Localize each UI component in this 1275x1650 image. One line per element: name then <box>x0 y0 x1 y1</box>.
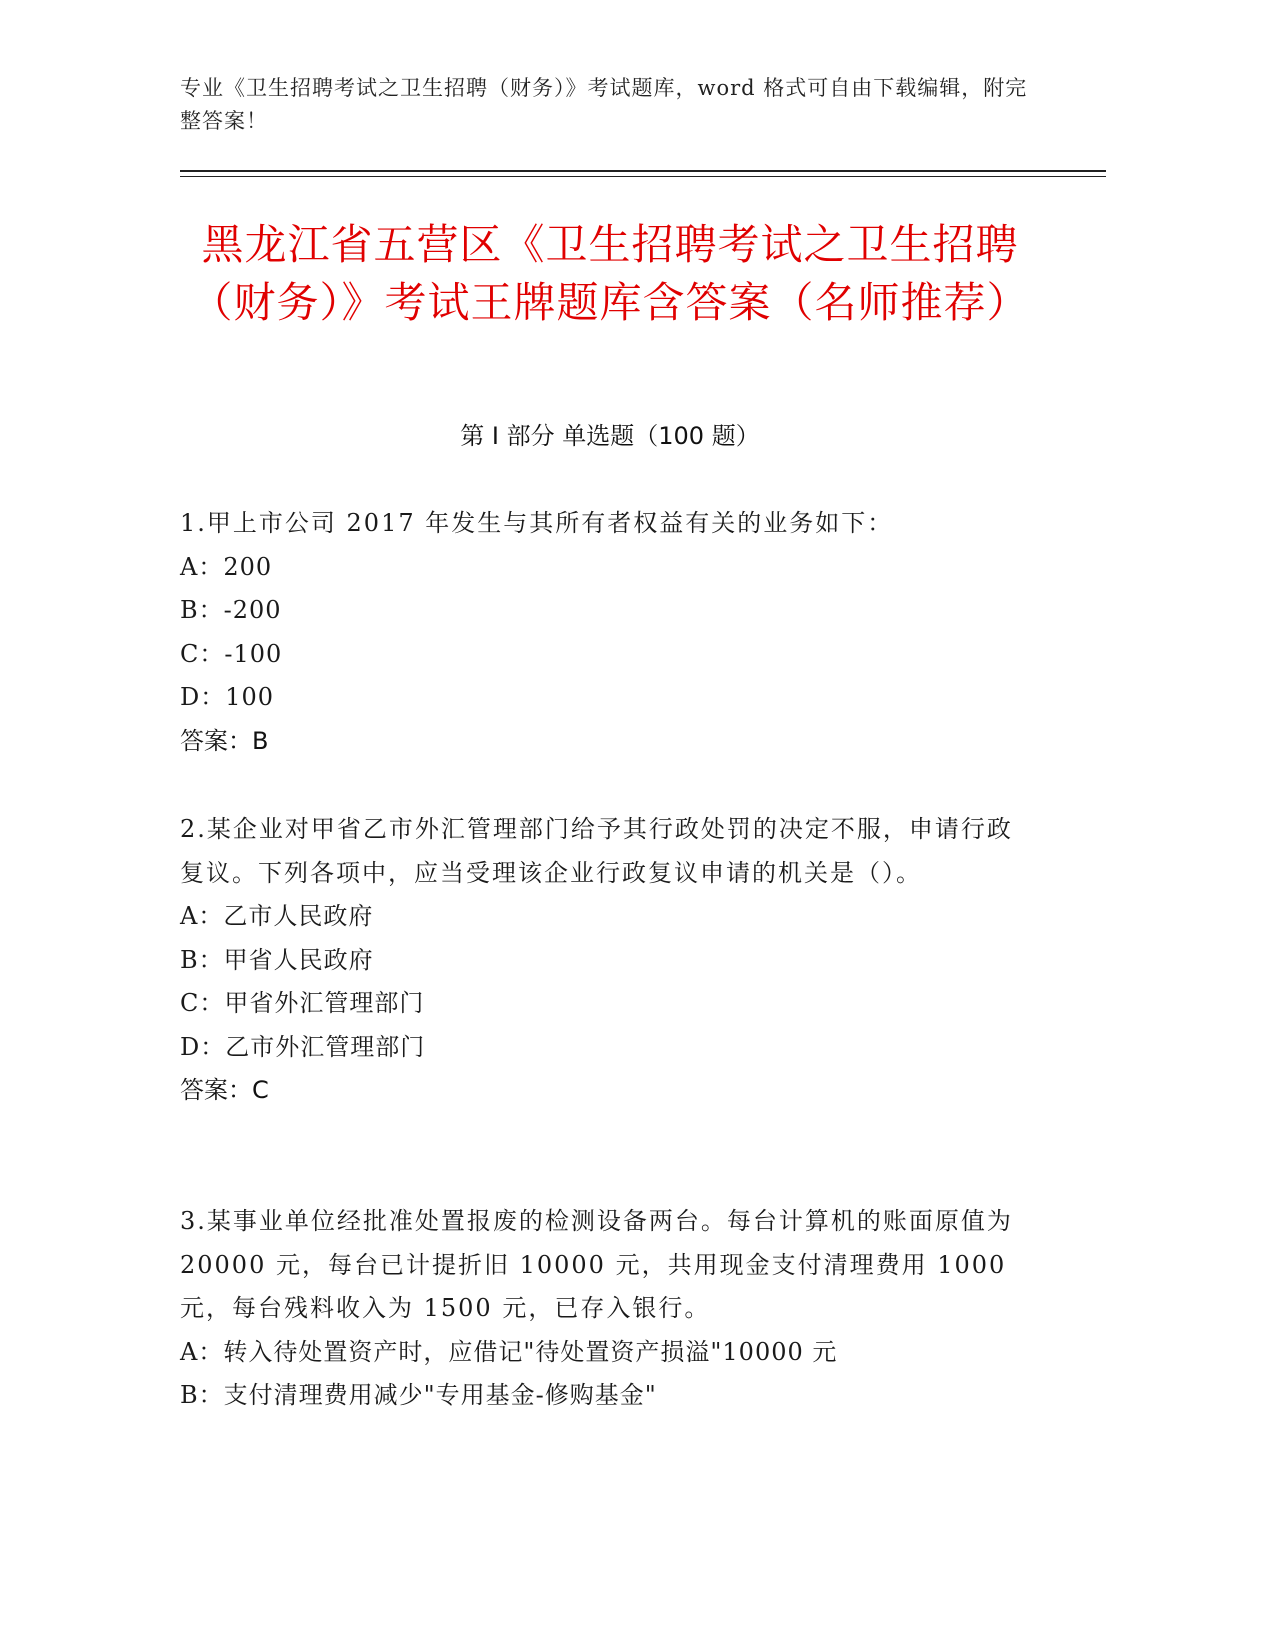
question-2 <box>180 808 1020 1113</box>
answer: 答案：B <box>180 726 269 755</box>
question-stem: 3.某事业单位经批准处置报废的检测设备两台。每台计算机的账面原值为 20000 元，每台已计提折旧 10000 元，共用现金支付清理费用 1000 元，每台残料收入为 1500 元，已存入银行。 <box>180 1207 1013 1322</box>
option-a: A：转入待处置资产时，应借记"待处置资产损溢"10000 元 <box>180 1337 838 1366</box>
option-c: C：-100 <box>180 639 283 668</box>
question-3 <box>180 1200 1020 1418</box>
question-stem: 1.甲上市公司 2017 年发生与其所有者权益有关的业务如下： <box>180 509 894 537</box>
option-a: A：乙市人民政府 <box>180 902 374 930</box>
section-title: 第 I 部分 单选题（100 题） <box>460 422 760 450</box>
header-rule-thin <box>180 176 1106 177</box>
option-b: B：支付清理费用减少"专用基金-修购基金" <box>180 1381 657 1409</box>
question-1 <box>180 502 1020 763</box>
document-title: 黑龙江省五营区《卫生招聘考试之卫生招聘（财务）》考试王牌题库含答案（名师推荐） <box>190 220 1030 327</box>
question-stem: 2.某企业对甲省乙市外汇管理部门给予其行政处罚的决定不服，申请行政复议。下列各项中，应当受理该企业行政复议申请的机关是（）。 <box>180 815 1013 887</box>
answer: 答案：C <box>180 1076 269 1104</box>
header-rule-thick <box>180 170 1106 172</box>
option-b: B：-200 <box>180 596 282 624</box>
header-note: 专业《卫生招聘考试之卫生招聘（财务）》考试题库，word 格式可自由下载编辑，附完整答案！ <box>180 76 1028 133</box>
option-d: D：乙市外汇管理部门 <box>180 1032 426 1061</box>
option-c: C：甲省外汇管理部门 <box>180 989 425 1017</box>
option-d: D：100 <box>180 683 275 711</box>
option-b: B：甲省人民政府 <box>180 945 374 974</box>
option-a: A：200 <box>180 552 273 581</box>
